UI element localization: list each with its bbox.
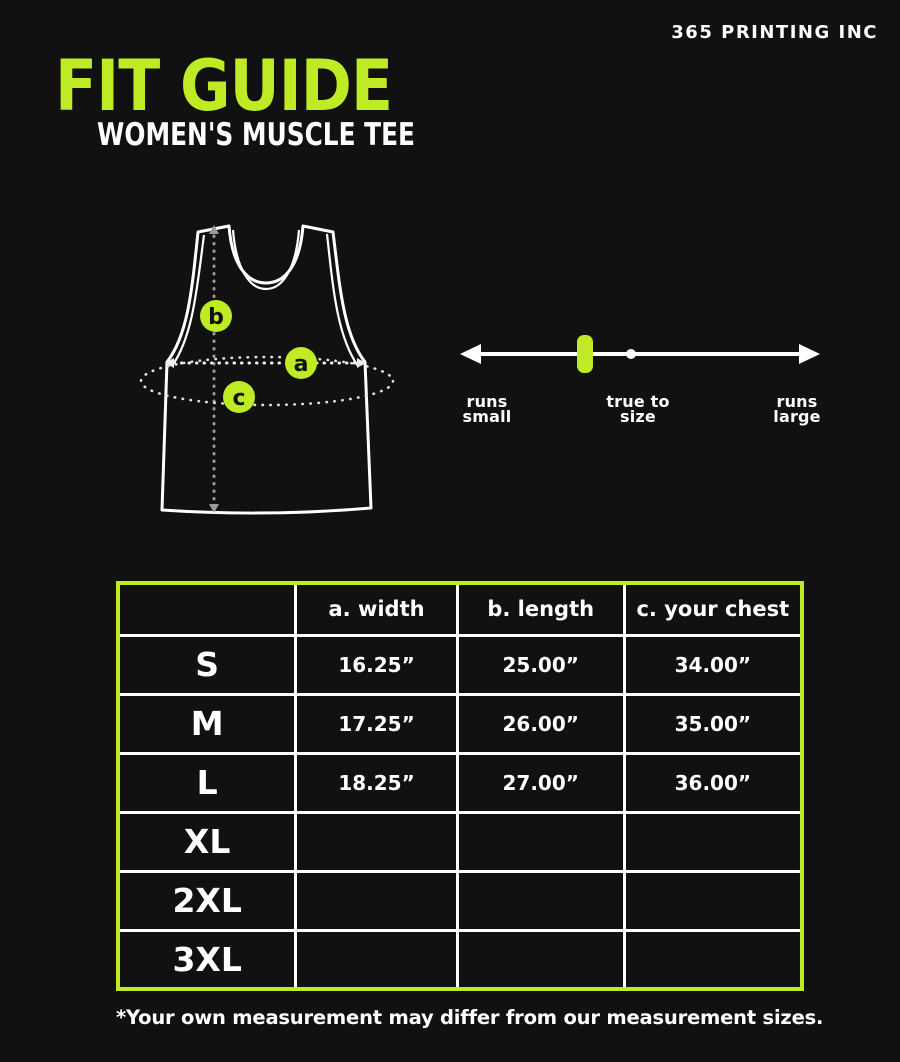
chest-value: 35.00” (624, 694, 802, 753)
fit-scale-label-true-to-size (606, 394, 669, 424)
table-row-m (118, 694, 802, 753)
table-row-l (118, 753, 802, 812)
fit-scale (450, 325, 830, 385)
fit-scale-label-runs-small (463, 394, 512, 424)
table-row-3xl (118, 930, 802, 989)
marker-c (223, 381, 255, 413)
marker-a-label: a (293, 352, 309, 377)
header-chest: c. your chest (624, 583, 802, 635)
table-row-xl (118, 812, 802, 871)
runs-small-line1: runs (466, 392, 508, 411)
fit-scale-arrow-right-icon (799, 344, 820, 364)
page-subtitle: WOMEN'S MUSCLE TEE (97, 117, 415, 153)
neck-binding-line (233, 230, 299, 289)
marker-b (200, 300, 232, 332)
length-value (457, 871, 624, 930)
tee-measurement-diagram (130, 200, 430, 530)
true-to-size-dot (626, 349, 636, 359)
size-label: 2XL (118, 871, 296, 930)
header-width: a. width (296, 583, 457, 635)
true-to-size-line1: true to (606, 392, 670, 411)
table-row-2xl (118, 871, 802, 930)
marker-c-label: c (232, 386, 246, 411)
size-label: L (118, 753, 296, 812)
chest-value (624, 871, 802, 930)
chest-value: 36.00” (624, 753, 802, 812)
table-row-s (118, 635, 802, 694)
chest-value (624, 930, 802, 989)
tee-outline-icon (162, 226, 371, 513)
length-value: 26.00” (457, 694, 624, 753)
runs-large-line2: large (773, 407, 821, 426)
width-value: 16.25” (296, 635, 457, 694)
size-label: XL (118, 812, 296, 871)
width-value (296, 871, 457, 930)
width-value (296, 930, 457, 989)
length-value (457, 930, 624, 989)
true-to-size-line2: size (620, 407, 656, 426)
header-size (118, 583, 296, 635)
length-value: 25.00” (457, 635, 624, 694)
width-value: 18.25” (296, 753, 457, 812)
header-length: b. length (457, 583, 624, 635)
marker-b-label: b (208, 305, 224, 330)
chest-value (624, 812, 802, 871)
size-label: M (118, 694, 296, 753)
fit-scale-arrow-left-icon (460, 344, 481, 364)
length-value: 27.00” (457, 753, 624, 812)
fit-scale-label-runs-large (773, 394, 820, 424)
size-table-header-row (118, 583, 802, 635)
chest-value: 34.00” (624, 635, 802, 694)
marker-a (285, 347, 317, 379)
runs-small-line2: small (462, 407, 512, 426)
measurement-disclaimer: *Your own measurement may differ from our measurement sizes. (116, 1006, 824, 1029)
fit-indicator-marker (577, 335, 593, 373)
runs-large-line1: runs (776, 392, 818, 411)
size-table (116, 581, 804, 991)
brand-name: 365 PRINTING INC (671, 22, 878, 43)
width-value: 17.25” (296, 694, 457, 753)
width-value (296, 812, 457, 871)
page-title: FIT GUIDE (55, 45, 393, 127)
size-label: 3XL (118, 930, 296, 989)
length-value (457, 812, 624, 871)
size-label: S (118, 635, 296, 694)
